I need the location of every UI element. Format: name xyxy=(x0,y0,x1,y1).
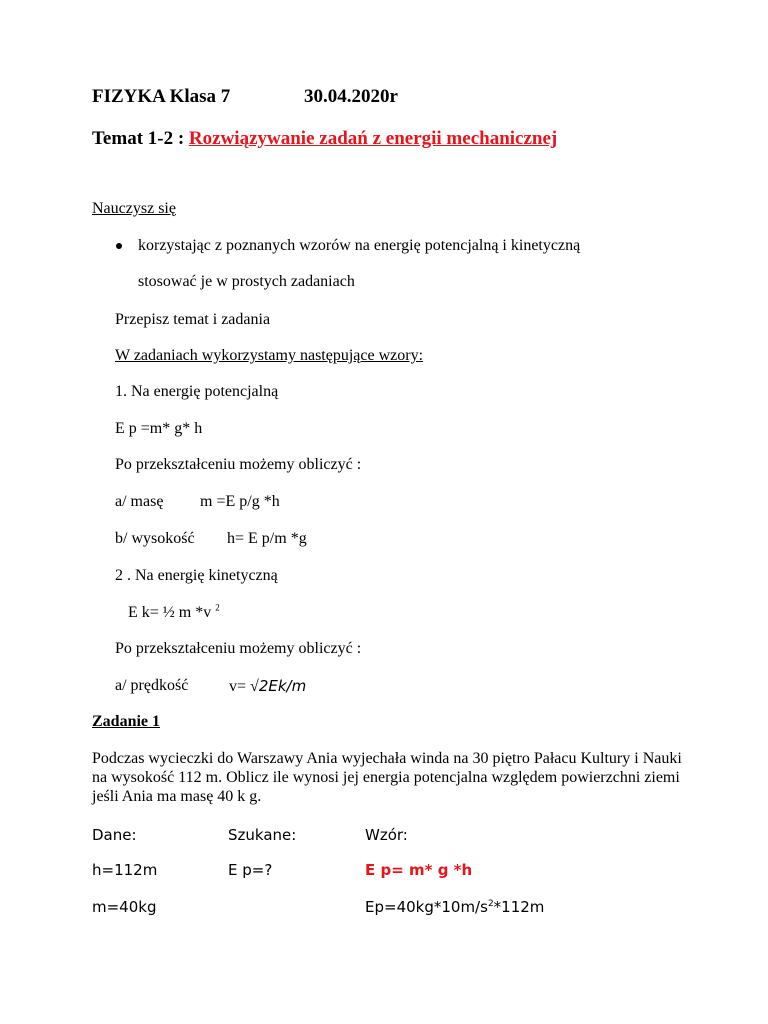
kinetic-formula-exponent: 2 xyxy=(215,602,220,613)
col-formula: Wzór: xyxy=(365,826,408,844)
calculation-post: *112m xyxy=(493,898,545,916)
potential-heading: 1. Na energię potencjalną xyxy=(115,383,279,400)
speed-formula-text: 2Ek/m xyxy=(258,677,307,695)
potential-transform: Po przekształceniu możemy obliczyć : xyxy=(115,456,362,473)
kinetic-heading: 2 . Na energię kinetyczną xyxy=(115,567,278,584)
potential-formula: E p =m* g* h xyxy=(115,420,203,437)
speed-label: a/ prędkość xyxy=(115,677,189,694)
copy-instruction: Przepisz temat i zadania xyxy=(115,311,271,328)
topic-line xyxy=(92,128,557,150)
speed-formula xyxy=(229,677,306,696)
topic-prefix: Temat 1-2 : xyxy=(92,128,189,149)
learning-bullet-line1: korzystając z poznanych wzorów na energię potencjalną i kinetyczną xyxy=(138,237,581,254)
learning-bullet-line2: stosować je w prostych zadaniach xyxy=(138,273,355,290)
task1-text: Podczas wycieczki do Warszawy Ania wyjechała winda na 30 piętro Pałacu Kultury i Nauki na wysokość 112 m. Oblicz ile wynosi jej energia potencjalna względem powierzchni ziemi jeśli Ania ma masę 40 k g. xyxy=(92,750,682,805)
calculation-exponent: 2 xyxy=(487,899,494,909)
learning-heading: Nauczysz się xyxy=(92,200,176,217)
kinetic-formula-main: E k= ½ m *v xyxy=(128,604,216,621)
date: 30.04.2020r xyxy=(304,86,398,107)
given-h: h=112m xyxy=(92,861,158,879)
bullet-icon xyxy=(116,243,122,249)
kinetic-transform: Po przekształceniu możemy obliczyć : xyxy=(115,640,362,657)
formula-ep: E p= m* g *h xyxy=(365,861,473,879)
mass-formula: m =E p/g *h xyxy=(200,493,280,510)
topic-title: Rozwiązywanie zadań z energii mechanicznej xyxy=(188,128,558,149)
subject-title: FIZYKA Klasa 7 xyxy=(92,86,231,107)
col-sought: Szukane: xyxy=(228,826,297,844)
sought-ep: E p=? xyxy=(228,861,273,879)
height-formula: h= E p/m *g xyxy=(227,530,307,547)
calculation-pre: Ep=40kg*10m/s xyxy=(365,898,488,916)
kinetic-formula xyxy=(128,604,220,622)
calculation xyxy=(365,898,544,916)
height-label: b/ wysokość xyxy=(115,530,195,547)
task1-heading: Zadanie 1 xyxy=(92,713,161,730)
speed-prefix: v= √ xyxy=(229,678,259,695)
given-m: m=40kg xyxy=(92,898,157,916)
col-given: Dane: xyxy=(92,826,137,844)
formulas-heading: W zadaniach wykorzystamy następujące wzory: xyxy=(115,347,424,364)
mass-label: a/ masę xyxy=(115,493,164,510)
